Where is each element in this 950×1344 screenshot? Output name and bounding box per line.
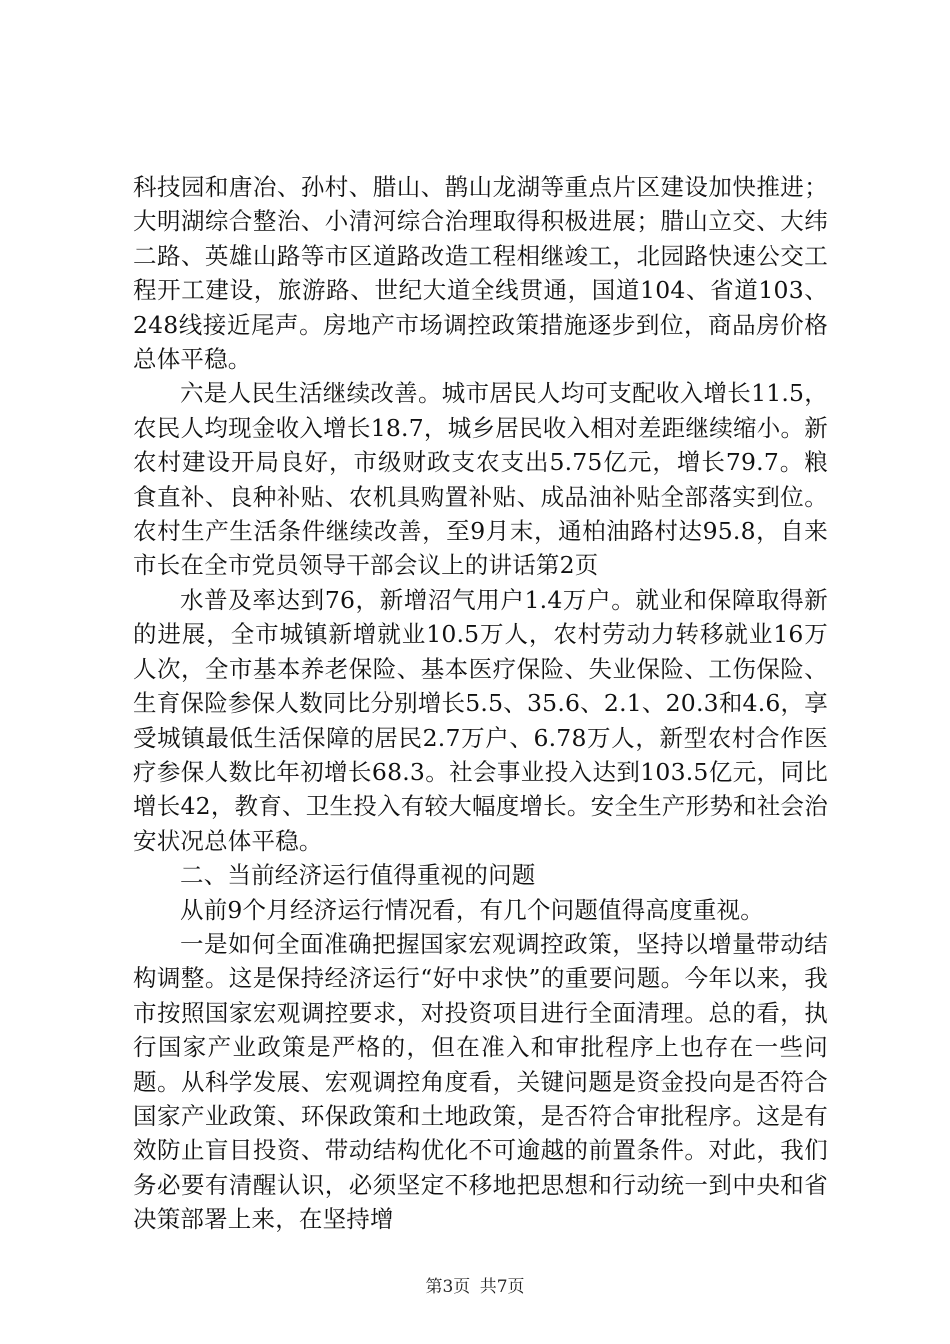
section-heading-problems: 二、当前经济运行值得重视的问题 <box>180 861 536 890</box>
paragraph-continuation: 科技园和唐冶、孙村、腊山、鹊山龙湖等重点片区建设加快推进；大明湖综合整治、小清河综合治理取得积极进展；腊山立交、大纬二路、英雄山路等市区道路改造工程相继竣工，北园路快速公交工程开工建设，旅游路、世纪大道全线贯通，国道104、省道103、248线接近尾声。房地产市场调控政策措施逐步到位，商品房价格总体平稳。 <box>133 173 828 374</box>
paragraph-employment-security: 水普及率达到76，新增沼气用户1.4万户。就业和保障取得新的进展，全市城镇新增就业10.5万人，农村劳动力转移就业16万人次，全市基本养老保险、基本医疗保险、失业保险、工伤保险、生育保险参保人数同比分别增长5.5、35.6、2.1、20.3和4.6，享受城镇最低生活保障的居民2.7万户、6.78万人，新型农村合作医疗参保人数比年初增长68.3。社会事业投入达到103.5亿元，同比增长42，教育、卫生投入有较大幅度增长。安全生产形势和社会治安状况总体平稳。 <box>133 585 828 855</box>
paragraph-macro-control: 一是如何全面准确把握国家宏观调控政策，坚持以增量带动结构调整。这是保持经济运行“好中求快”的重要问题。今年以来，我市按照国家宏观调控要求，对投资项目进行全面清理。总的看，执行国家产业政策是严格的，但在准入和审批程序上也存在一些问题。从科学发展、宏观调控角度看，关键问题是资金投向是否符合国家产业政策、环保政策和土地政策，是否符合审批程序。这是有效防止盲目投资、带动结构优化不可逾越的前置条件。对此，我们务必要有清醒认识，必须坚定不移地把思想和行动统一到中央和省决策部署上来，在坚持增 <box>133 929 828 1234</box>
page-total: 共7页 <box>479 1277 525 1297</box>
paragraph-people-livelihood: 六是人民生活继续改善。城市居民人均可支配收入增长11.5，农民人均现金收入增长18.7，城乡居民收入相对差距继续缩小。新农村建设开局良好，市级财政支农支出5.75亿元，增长79.7。粮食直补、良种补贴、农机具购置补贴、成品油补贴全部落实到位。农村生产生活条件继续改善，至9月末，通柏油路村达95.8，自来市长在全市党员领导干部会议上的讲话第2页 <box>133 379 828 580</box>
document-body <box>133 170 828 1237</box>
paragraph-problems-intro: 从前9个月经济运行情况看，有几个问题值得高度重视。 <box>180 895 764 924</box>
page-number: 第3页 <box>425 1277 471 1297</box>
page-footer <box>0 1277 950 1297</box>
